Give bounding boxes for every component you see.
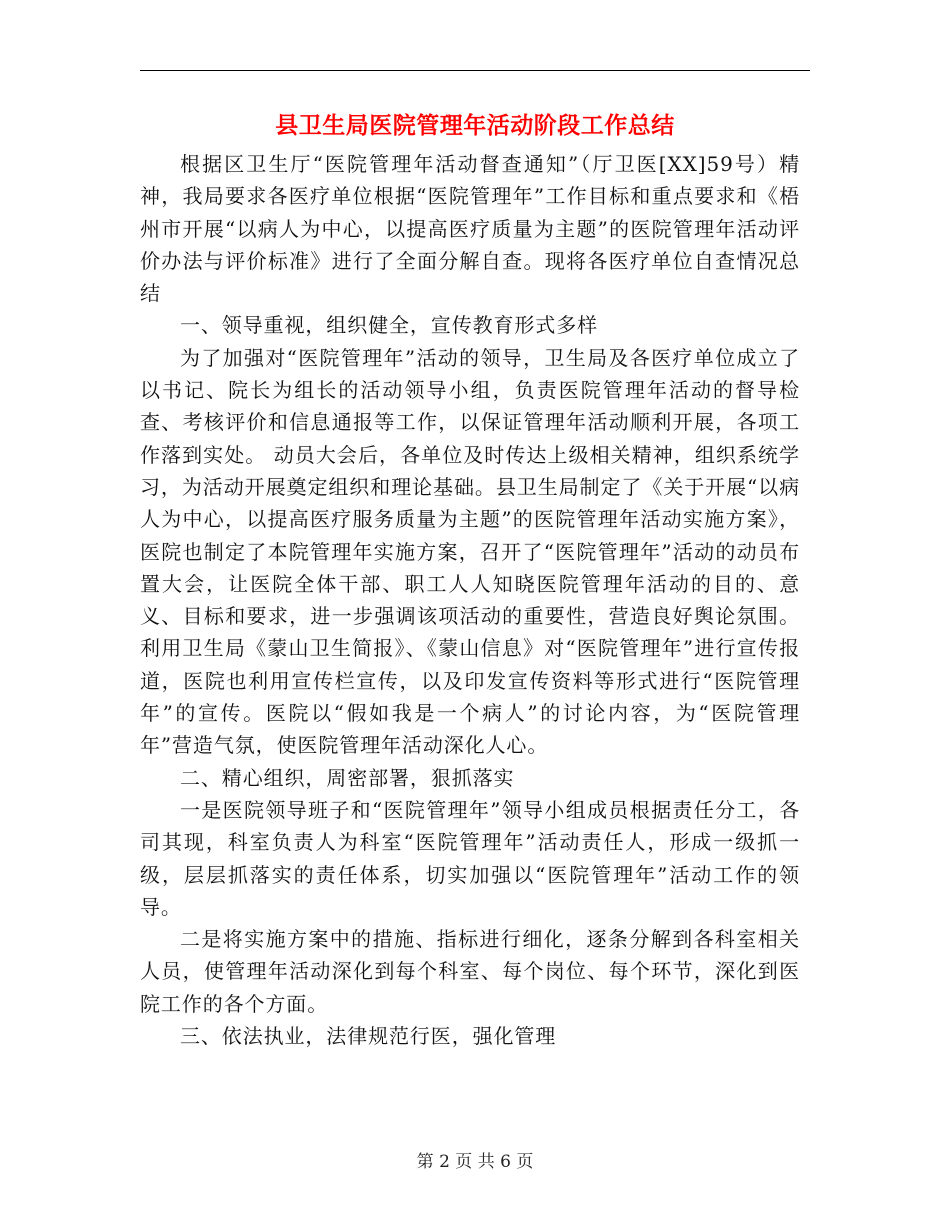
section-heading-1: 一、领导重视，组织健全，宣传教育形式多样 [180, 313, 598, 338]
section-heading-2: 二、精心组织，周密部署，狠抓落实 [180, 765, 515, 790]
document-title: 县卫生局医院管理年活动阶段工作总结 [275, 112, 675, 139]
paragraph-point-two: 二是将实施方案中的措施、指标进行细化，逐条分解到各科室相关人员，使管理年活动深化到每个科室、每个岗位、每个环节，深化到医院工作的各个方面。 [140, 927, 800, 1016]
paragraph-point-one: 一是医院领导班子和“医院管理年”领导小组成员根据责任分工，各司其现，科室负责人为科室“医院管理年”活动责任人，形成一级抓一级，层层抓落实的责任体系，切实加强以“医院管理年”活动工作的领导。 [140, 797, 800, 919]
section-heading-3: 三、依法执业，法律规范行医，强化管理 [180, 1024, 557, 1049]
page-number: 第 2 页 共 6 页 [416, 1152, 534, 1172]
header-rule [140, 70, 810, 71]
document-body [140, 148, 800, 1052]
paragraph-leadership: 为了加强对“医院管理年”活动的领导，卫生局及各医疗单位成立了以书记、院长为组长的活动领导小组，负责医院管理年活动的督导检查、考核评价和信息通报等工作，以保证管理年活动顺利开展，各项工作落到实处。 动员大会后，各单位及时传达上级相关精神，组织系统学习，为活动开展奠定组织和理论基础。县卫生局制定了《关于开展“以病人为中心，以提高医疗服务质量为主题”的医院管理年活动实施方案》，医院也制定了本院管理年实施方案，召开了“医院管理年”活动的动员布置大会，让医院全体干部、职工人人知晓医院管理年活动的目的、意义、目标和要求，进一步强调该项活动的重要性，营造良好舆论氛围。 利用卫生局《蒙山卫生简报》、《蒙山信息》对“医院管理年”进行宣传报道，医院也利用宣传栏宣传，以及印发宣传资料等形式进行“医院管理年”的宣传。医院以“假如我是一个病人”的讨论内容，为“医院管理年”营造气氛，使医院管理年活动深化人心。 [140, 345, 800, 758]
paragraph-intro: 根据区卫生厅“医院管理年活动督查通知”（厅卫医[XX]59号）精神，我局要求各医疗单位根据“医院管理年”工作目标和重点要求和《梧州市开展“以病人为中心，以提高医疗质量为主题”的医院管理年活动评价办法与评价标准》进行了全面分解自查。现将各医疗单位自查情况总结 [140, 152, 800, 306]
